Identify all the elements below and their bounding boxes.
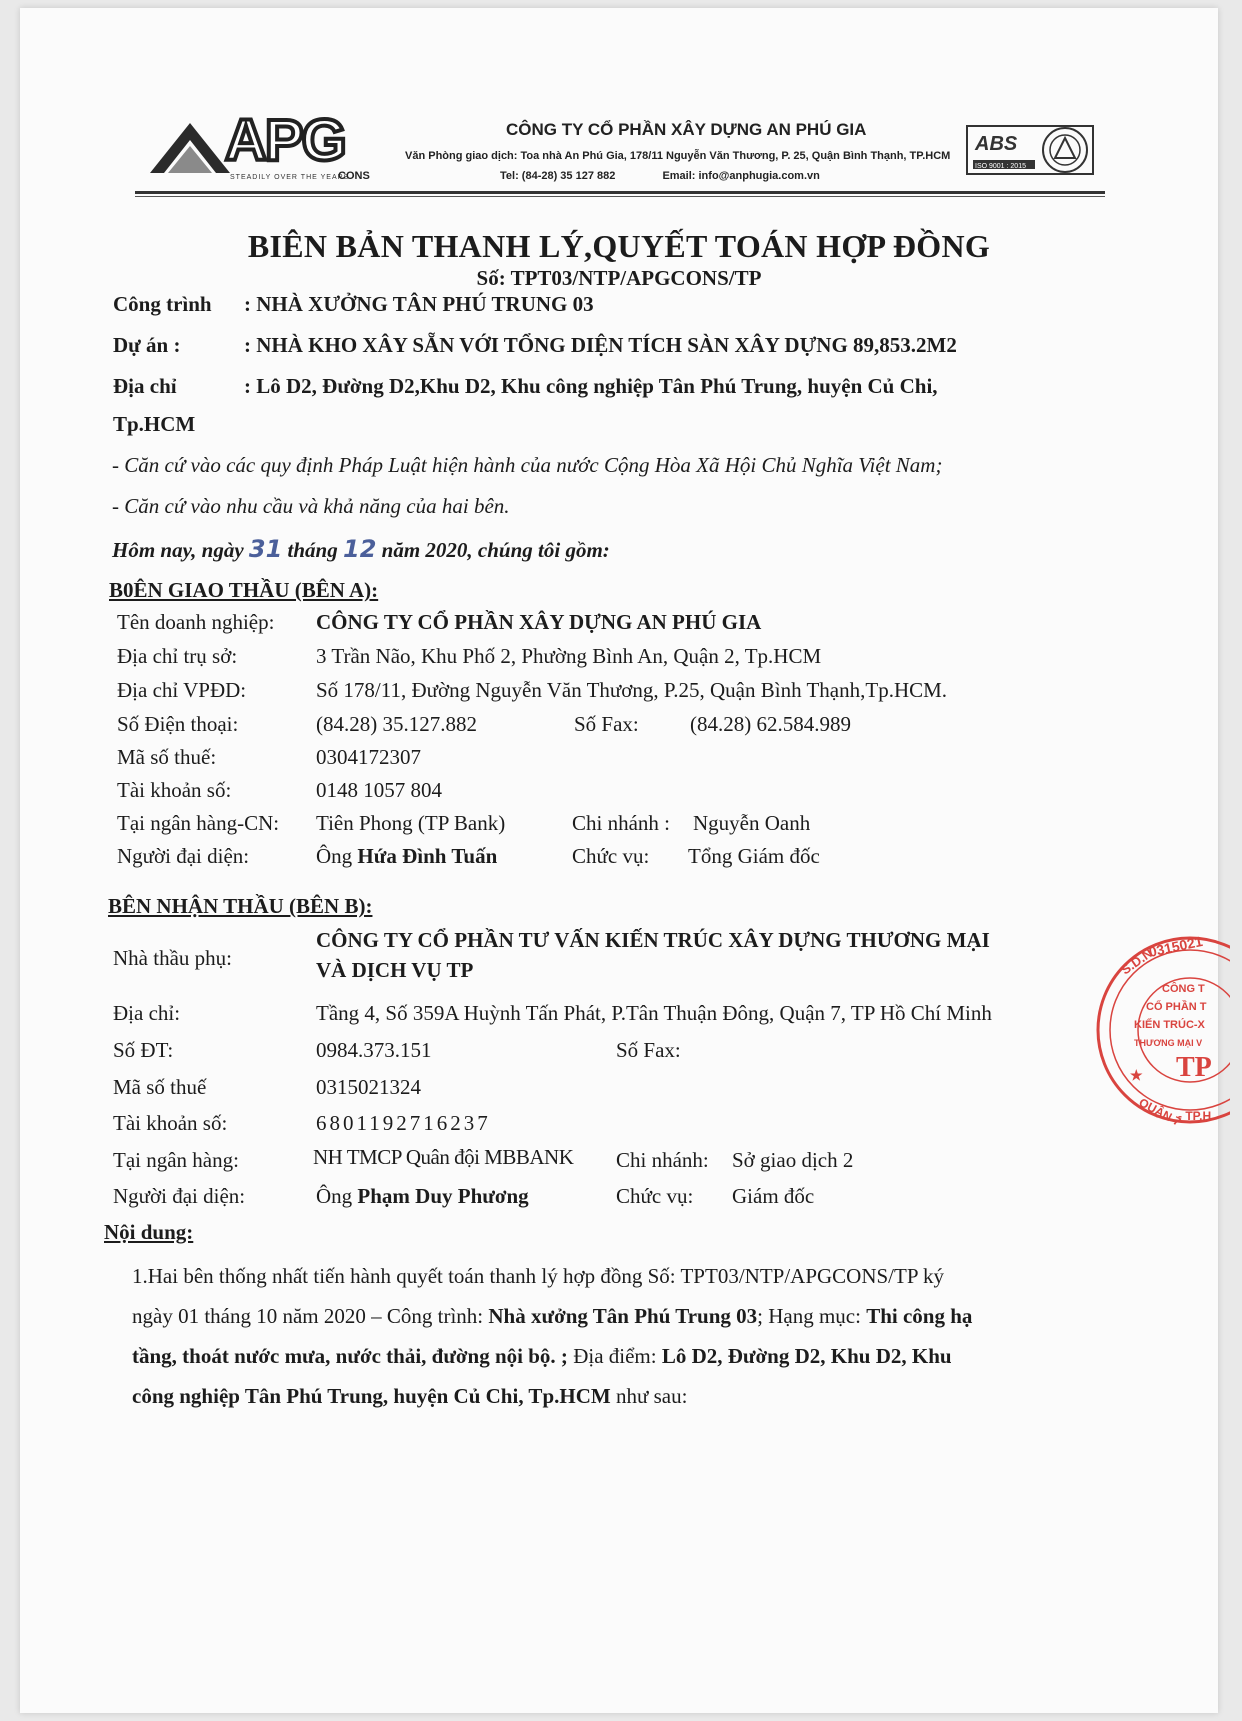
party-a-hq: 3 Trần Não, Khu Phố 2, Phường Bình An, Quận 2, Tp.HCM <box>316 644 822 668</box>
party-a-position: Tổng Giám đốc <box>688 844 820 868</box>
party-a-tax: 0304172307 <box>316 745 421 769</box>
content-heading: Nội dung: <box>104 1220 194 1244</box>
content-contract-date: ngày 01 tháng 10 năm 2020 – Công trình: <box>132 1304 489 1328</box>
svg-text:QUẬN 7: QUẬN 7 <box>1136 1095 1184 1129</box>
party-b-rep <box>316 1184 529 1209</box>
apg-logo-icon <box>150 118 230 178</box>
cong-trinh-label: Công trình <box>113 292 212 316</box>
company-seal-stamp <box>1090 930 1230 1130</box>
party-a-name-label: Tên doanh nghiệp: <box>117 610 275 634</box>
document-title: BIÊN BẢN THANH LÝ,QUYẾT TOÁN HỢP ĐỒNG <box>247 228 991 264</box>
party-b-account: 6801192716237 <box>316 1111 491 1135</box>
svg-text:ISO 9001 : 2015: ISO 9001 : 2015 <box>975 163 1026 170</box>
content-location-label: Địa điểm: <box>567 1344 662 1368</box>
party-a-rep-name: Hứa Đình Tuấn <box>357 844 498 868</box>
dia-chi-label: Địa chỉ <box>113 374 177 398</box>
party-b-phone: 0984.373.151 <box>316 1038 432 1062</box>
party-a-fax: (84.28) 62.584.989 <box>690 712 851 736</box>
du-an-label: Dự án : <box>113 333 181 357</box>
party-b-rep-name: Phạm Duy Phương <box>357 1184 529 1208</box>
party-b-branch-label: Chi nhánh: <box>616 1148 709 1172</box>
party-a-office: Số 178/11, Đường Nguyễn Văn Thương, P.25, Quận Bình Thạnh,Tp.HCM. <box>316 678 948 702</box>
content-as-follows: như sau: <box>610 1384 688 1408</box>
dia-chi-continued: Tp.HCM <box>113 412 196 436</box>
party-a-branch: Nguyễn Oanh <box>693 811 811 835</box>
content-category-start: Thi công hạ <box>866 1304 973 1328</box>
today-suffix: năm 2020, chúng tôi gồm: <box>381 538 610 562</box>
handwritten-month: 12 <box>343 535 377 563</box>
party-b-account-label: Tài khoản số: <box>113 1111 228 1135</box>
today-prefix: Hôm nay, ngày <box>112 538 244 562</box>
svg-text:KIẾN TRÚC-X: KIẾN TRÚC-X <box>1134 1019 1205 1031</box>
svg-text:THƯƠNG MẠI V: THƯƠNG MẠI V <box>1134 1038 1203 1048</box>
content-location-end: công nghiệp Tân Phú Trung, huyện Củ Chi, Tp.HCM <box>132 1384 611 1408</box>
party-a-tax-label: Mã số thuế: <box>117 745 217 769</box>
party-a-position-label: Chức vụ: <box>572 844 650 868</box>
party-a-hq-label: Địa chỉ trụ sở: <box>117 644 238 668</box>
party-a-phone: (84.28) 35.127.882 <box>316 712 477 736</box>
document-number: Số: TPT03/NTP/APGCONS/TP <box>476 266 762 290</box>
party-a-rep-label: Người đại diện: <box>117 844 250 868</box>
party-b-position: Giám đốc <box>732 1184 815 1208</box>
dia-chi-value: : Lô D2, Đường D2,Khu D2, Khu công nghiệp Tân Phú Trung, huyện Củ Chi, <box>244 374 938 398</box>
logo-wordmark: APG <box>225 108 345 173</box>
logo-cons: CONS <box>338 170 370 182</box>
content-category-end: tầng, thoát nước mưa, nước thải, đường nội bộ. ; <box>132 1344 568 1368</box>
party-b-name-line2: VÀ DỊCH VỤ TP <box>316 958 474 982</box>
party-a-office-label: Địa chỉ VPĐD: <box>117 678 247 702</box>
party-b-fax-label: Số Fax: <box>616 1038 681 1062</box>
party-a-account-label: Tài khoản số: <box>117 778 232 802</box>
svg-text:CỔ PHẦN T: CỔ PHẦN T <box>1146 1001 1207 1013</box>
content-location-start: Lô D2, Đường D2, Khu D2, Khu <box>661 1344 952 1368</box>
party-a-rep <box>316 844 497 869</box>
content-line-4 <box>132 1376 1102 1416</box>
party-b-tax: 0315021324 <box>316 1075 421 1099</box>
content-category-label: ; Hạng mục: <box>757 1304 867 1328</box>
svg-text:- TP.H: - TP.H <box>1178 1109 1212 1123</box>
handwritten-day: 31 <box>248 535 283 563</box>
party-b-position-label: Chức vụ: <box>616 1184 694 1208</box>
party-a-heading: B0ÊN GIAO THẦU (BÊN A): <box>109 578 379 602</box>
party-b-bank-label: Tại ngân hàng: <box>113 1148 239 1172</box>
basis-1: - Căn cứ vào các quy định Pháp Luật hiện hành của nước Cộng Hòa Xã Hội Chủ Nghĩa Việt Nam; <box>112 453 943 477</box>
svg-text:★: ★ <box>1130 1067 1143 1083</box>
party-a-phone-label: Số Điện thoại: <box>117 712 239 736</box>
abs-iso-certification-icon <box>965 120 1095 180</box>
du-an-value: : NHÀ KHO XÂY SẴN VỚI TỔNG DIỆN TÍCH SÀN XÂY DỰNG 89,853.2M2 <box>244 333 957 357</box>
document-page <box>20 8 1218 1713</box>
party-a-fax-label: Số Fax: <box>574 712 639 736</box>
content-paragraph <box>132 1256 1102 1416</box>
party-b-branch: Sở giao dịch 2 <box>732 1148 854 1172</box>
svg-text:S.D.N: S.D.N <box>1118 945 1156 978</box>
content-project-name: Nhà xưởng Tân Phú Trung 03 <box>488 1304 758 1328</box>
svg-text:ABS: ABS <box>975 133 1018 155</box>
email: Email: info@anphugia.com.vn <box>662 170 820 182</box>
logo-tagline: STEADILY OVER THE YEARS <box>230 174 350 181</box>
party-a-bank: Tiên Phong (TP Bank) <box>316 811 506 835</box>
party-b-heading: BÊN NHẬN THẦU (BÊN B): <box>108 894 373 918</box>
tel: Tel: (84-28) 35 127 882 <box>500 170 616 182</box>
today-line <box>112 535 610 563</box>
party-b-bank: NH TMCP Quân đội MBBANK <box>313 1145 574 1169</box>
content-line-1: 1.Hai bên thống nhất tiến hành quyết toán thanh lý hợp đồng Số: TPT03/NTP/APGCONS/TP ký <box>132 1264 944 1288</box>
header-divider <box>135 191 1105 194</box>
party-b-name-line1: CÔNG TY CỔ PHẦN TƯ VẤN KIẾN TRÚC XÂY DỰNG THƯƠNG MẠI <box>316 928 990 952</box>
office-address: Toa nhà An Phú Gia, 178/11 Nguyễn Văn Thương, P. 25, Quận Bình Thạnh, TP.HCM <box>520 150 951 162</box>
svg-text:TP: TP <box>1176 1052 1212 1083</box>
party-b-tax-label: Mã số thuế <box>113 1075 207 1099</box>
party-a-rep-prefix: Ông <box>316 844 353 868</box>
party-b-rep-label: Người đại diện: <box>113 1184 246 1208</box>
svg-text:0315021: 0315021 <box>1147 932 1204 960</box>
party-b-name-label: Nhà thầu phụ: <box>113 946 232 970</box>
party-b-address-label: Địa chỉ: <box>113 1001 181 1025</box>
party-a-name: CÔNG TY CỔ PHẦN XÂY DỰNG AN PHÚ GIA <box>316 610 762 634</box>
cong-trinh-value: : NHÀ XƯỞNG TÂN PHÚ TRUNG 03 <box>244 292 594 316</box>
svg-text:CÔNG T: CÔNG T <box>1162 983 1205 995</box>
office-label: Văn Phòng giao dịch: <box>405 150 518 162</box>
contact-line <box>500 170 820 182</box>
party-b-address: Tầng 4, Số 359A Huỳnh Tấn Phát, P.Tân Thuận Đông, Quận 7, TP Hồ Chí Minh <box>316 1001 992 1025</box>
content-line-3 <box>132 1336 1102 1376</box>
today-month-label: tháng <box>287 538 338 562</box>
party-a-branch-label: Chi nhánh : <box>572 811 670 835</box>
party-a-account: 0148 1057 804 <box>316 778 442 802</box>
party-b-rep-prefix: Ông <box>316 1184 353 1208</box>
letterhead <box>130 108 1120 203</box>
company-name: CÔNG TY CỔ PHẦN XÂY DỰNG AN PHÚ GIA <box>506 120 867 139</box>
party-a-bank-label: Tại ngân hàng-CN: <box>117 811 280 835</box>
content-line-2 <box>132 1296 1102 1336</box>
party-b-phone-label: Số ĐT: <box>113 1038 174 1062</box>
office-line <box>405 150 950 162</box>
basis-2: - Căn cứ vào nhu cầu và khả năng của hai bên. <box>112 494 510 518</box>
header-divider-thin <box>135 196 1105 197</box>
